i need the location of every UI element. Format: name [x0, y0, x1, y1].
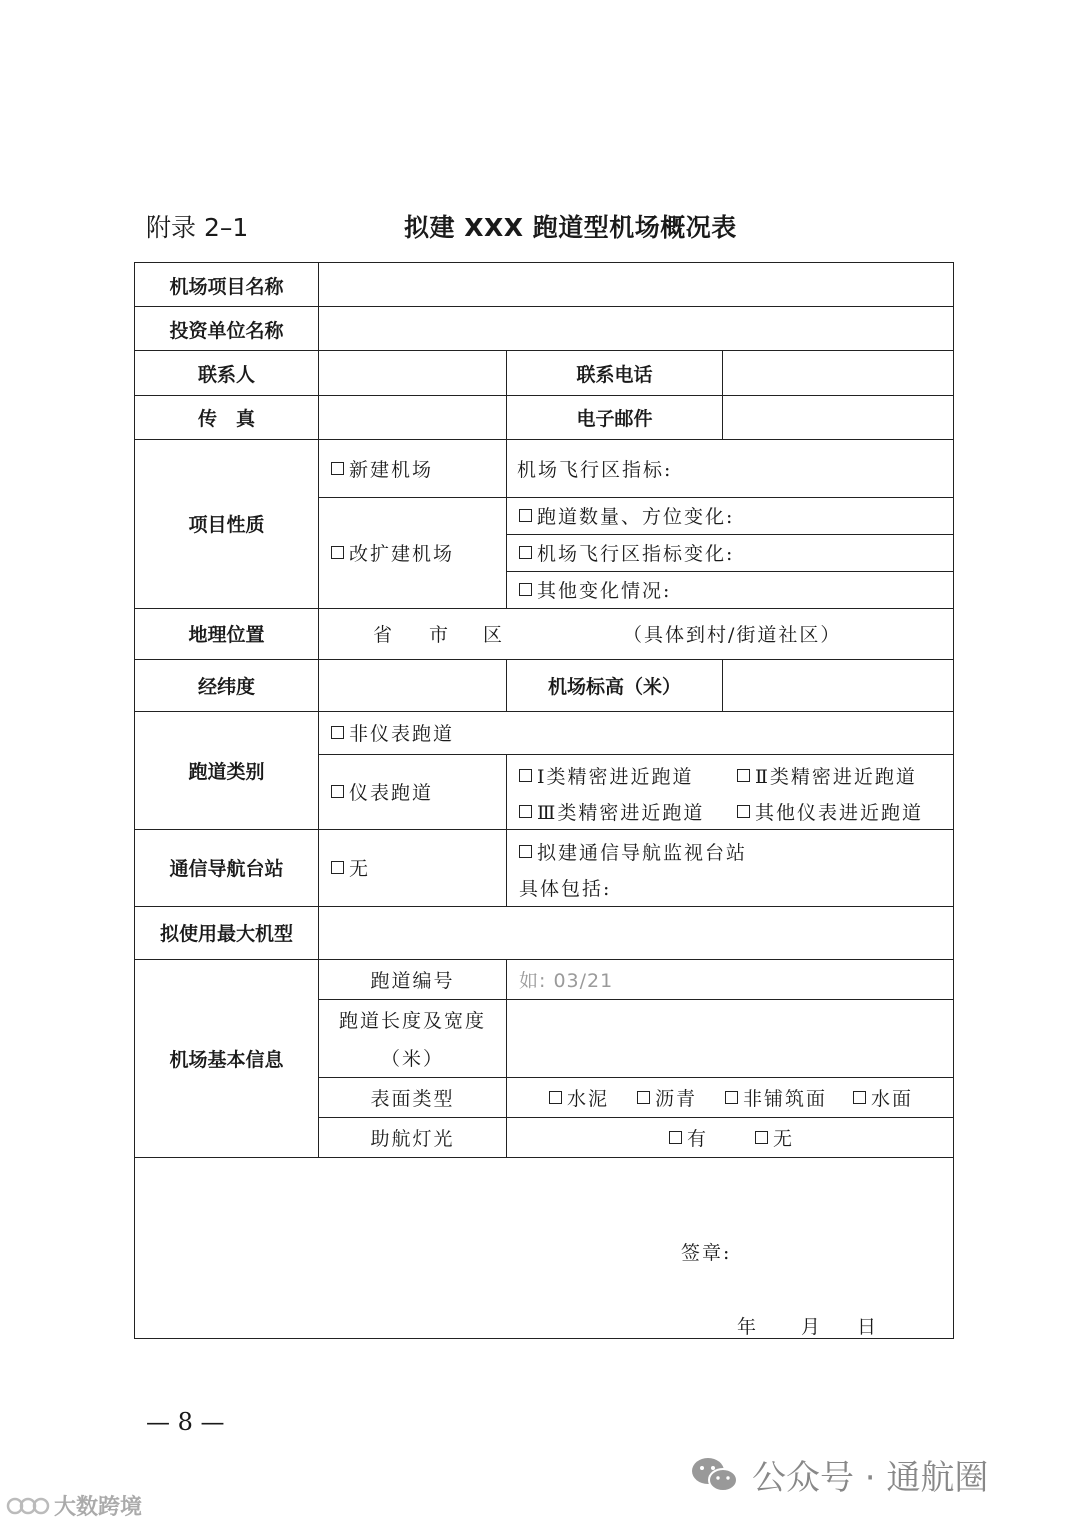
surface-water-option[interactable]	[853, 1077, 913, 1117]
fax-label: 传 真	[197, 407, 255, 430]
surface-asphalt-option[interactable]	[637, 1077, 697, 1117]
phone-label: 联系电话	[576, 363, 653, 386]
checkbox-icon[interactable]	[331, 462, 344, 475]
instrument-text: 仪表跑道	[349, 782, 434, 804]
surface-type-label: 表面类型	[370, 1087, 455, 1110]
lights-label: 助航灯光	[370, 1127, 455, 1150]
cat1-option[interactable]	[519, 759, 694, 791]
location-note: （具体到村/街道社区）	[623, 624, 842, 646]
checkbox-icon[interactable]	[725, 1091, 738, 1104]
checkbox-icon[interactable]	[331, 861, 344, 874]
runway-size-label: 跑道长度及宽度	[338, 1009, 486, 1032]
change-option-index[interactable]	[519, 534, 734, 571]
lights-no-option[interactable]	[755, 1117, 794, 1157]
appendix-label: 附录 2–1	[146, 213, 249, 242]
checkbox-icon[interactable]	[519, 805, 532, 818]
navaid-planned-text: 拟建通信导航监视台站	[537, 841, 748, 864]
checkbox-icon[interactable]	[669, 1131, 682, 1144]
cat2-option[interactable]	[737, 759, 917, 791]
surface-cement-text: 水泥	[567, 1087, 610, 1110]
location-label: 地理位置	[188, 624, 265, 646]
surface-unpaved-option[interactable]	[725, 1077, 827, 1117]
surface-water-text: 水面	[871, 1087, 914, 1110]
lights-yes-option[interactable]	[669, 1117, 708, 1157]
elevation-label: 机场标高（米）	[547, 675, 681, 698]
checkbox-icon[interactable]	[519, 845, 532, 858]
corner-watermark	[6, 1490, 142, 1521]
checkbox-icon[interactable]	[331, 546, 344, 559]
wechat-account-text: 公众号 · 通航圈	[752, 1458, 989, 1498]
new-airport-note: 机场飞行区指标:	[517, 458, 673, 481]
watermark-text: 大数跨境	[54, 1495, 143, 1520]
change-other-text: 其他变化情况:	[537, 580, 672, 602]
cat3-option[interactable]	[519, 795, 704, 827]
runway-number-field[interactable]	[519, 959, 613, 999]
lights-no-text: 无	[773, 1127, 795, 1150]
navaid-include-label: 具体包括:	[519, 877, 612, 900]
navaid-label: 通信导航台站	[169, 858, 284, 880]
runway-size-unit: （米）	[380, 1047, 444, 1070]
investor-label: 投资单位名称	[169, 319, 284, 342]
sign-month: 月	[801, 1315, 823, 1338]
email-field[interactable]	[723, 395, 953, 439]
coordinates-label: 经纬度	[197, 675, 255, 698]
runway-size-field[interactable]	[507, 999, 953, 1077]
wechat-watermark	[690, 1450, 988, 1499]
contact-label: 联系人	[197, 363, 255, 386]
expansion-text: 改扩建机场	[349, 543, 455, 565]
airport-overview-form	[134, 262, 954, 1339]
runway-number-placeholder: 如: 03/21	[519, 969, 614, 992]
checkbox-icon[interactable]	[331, 785, 344, 798]
runway-category-label: 跑道类别	[188, 760, 265, 783]
district-label: 区	[483, 624, 505, 646]
cat3-text: Ⅲ类精密进近跑道	[537, 801, 705, 824]
checkbox-icon[interactable]	[637, 1091, 650, 1104]
cat1-text: Ⅰ类精密进近跑道	[537, 765, 694, 788]
coordinates-field[interactable]	[319, 659, 506, 711]
new-airport-option[interactable]	[331, 439, 433, 497]
basic-info-label: 机场基本信息	[169, 1048, 284, 1071]
wechat-icon	[690, 1455, 740, 1495]
checkbox-icon[interactable]	[519, 546, 532, 559]
navaid-planned-option[interactable]	[519, 835, 747, 867]
new-airport-text: 新建机场	[349, 458, 434, 481]
checkbox-icon[interactable]	[755, 1131, 768, 1144]
phone-field[interactable]	[723, 351, 953, 395]
contact-field[interactable]	[319, 351, 506, 395]
runway-number-label: 跑道编号	[370, 969, 455, 992]
watermark-logo-icon	[6, 1493, 50, 1519]
change-index-text: 机场飞行区指标变化:	[537, 543, 735, 565]
province-label: 省	[373, 624, 395, 646]
navaid-none-option[interactable]	[331, 829, 370, 906]
other-approach-option[interactable]	[737, 795, 923, 827]
project-name-label: 机场项目名称	[169, 275, 284, 298]
page-number: — 8 —	[146, 1408, 225, 1436]
checkbox-icon[interactable]	[519, 583, 532, 596]
checkbox-icon[interactable]	[737, 805, 750, 818]
max-aircraft-field[interactable]	[319, 906, 953, 959]
checkbox-icon[interactable]	[737, 769, 750, 782]
city-label: 市	[429, 624, 451, 646]
surface-cement-option[interactable]	[549, 1077, 609, 1117]
elevation-field[interactable]	[723, 659, 953, 711]
navaid-none-text: 无	[349, 858, 371, 880]
lights-yes-text: 有	[687, 1127, 709, 1150]
checkbox-icon[interactable]	[549, 1091, 562, 1104]
cat2-text: Ⅱ类精密进近跑道	[755, 765, 917, 788]
sign-year: 年	[737, 1315, 759, 1338]
checkbox-icon[interactable]	[519, 509, 532, 522]
signature-label: 签章:	[681, 1241, 732, 1264]
non-instrument-text: 非仪表跑道	[349, 723, 455, 745]
project-nature-label: 项目性质	[188, 514, 265, 536]
non-instrument-option[interactable]	[331, 711, 454, 754]
sign-day: 日	[857, 1315, 879, 1338]
instrument-option[interactable]	[331, 754, 433, 829]
email-label: 电子邮件	[576, 407, 653, 430]
checkbox-icon[interactable]	[519, 769, 532, 782]
change-option-runway[interactable]	[519, 497, 734, 534]
change-runway-text: 跑道数量、方位变化:	[537, 506, 735, 528]
checkbox-icon[interactable]	[853, 1091, 866, 1104]
form-title: 拟建 XXX 跑道型机场概况表	[404, 213, 737, 242]
change-option-other[interactable]	[519, 571, 671, 608]
expansion-option[interactable]	[331, 497, 454, 608]
other-approach-text: 其他仪表进近跑道	[755, 801, 924, 824]
max-aircraft-label: 拟使用最大机型	[159, 923, 293, 945]
fax-field[interactable]	[319, 395, 506, 439]
project-name-field[interactable]	[319, 263, 953, 307]
surface-asphalt-text: 沥青	[655, 1087, 698, 1110]
investor-field[interactable]	[319, 307, 953, 351]
surface-unpaved-text: 非铺筑面	[743, 1087, 828, 1110]
checkbox-icon[interactable]	[331, 726, 344, 739]
